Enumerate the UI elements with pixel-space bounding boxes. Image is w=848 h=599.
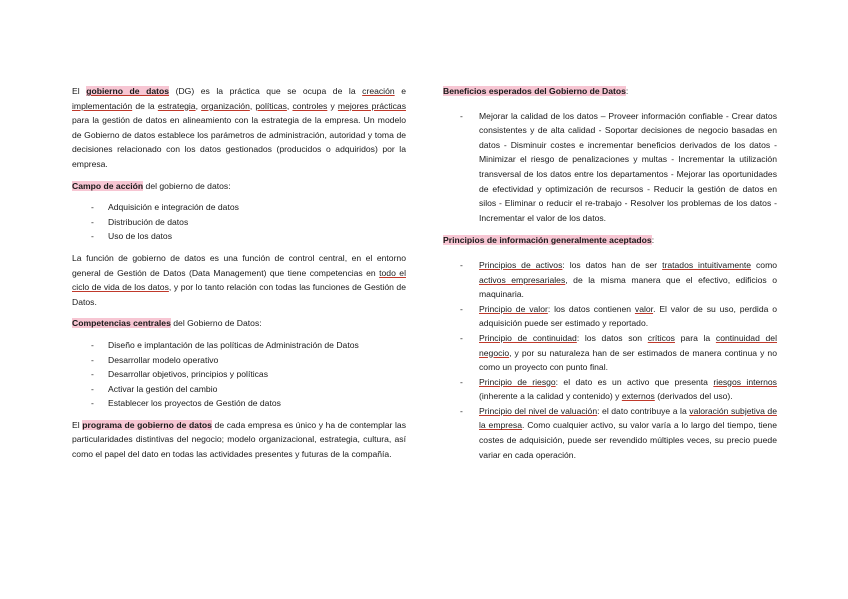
list-item: - Principio de valor: los datos contienen valor. El valor de su uso, perdida o adquisición puede ser estimado y reportado. xyxy=(460,303,778,329)
programa-paragraph: El programa de gobierno de datos de cada empresa es único y ha de contemplar las particularidades distintivas del negocio; modelo organizacional, estrategia, cultura, así como el papel del dato en todas las actividades presentes y futuras de la compañía. xyxy=(72,419,406,460)
list-item: - Establecer los proyectos de Gestión de datos xyxy=(91,398,281,409)
funcion-paragraph: La función de gobierno de datos es una función de control central, en el entorno general de Gestión de Datos (Data Management) que tiene competencias en todo el ciclo de vida de los datos, y por lo tanto relación con todas las funciones de Gestión de Datos. xyxy=(72,252,406,307)
list-item: - Principio de continuidad: los datos son críticos para la continuidad del negocio, y por su naturaleza han de ser estimados de manera continua y no como un proyecto con punto final. xyxy=(460,332,777,373)
left-column xyxy=(72,84,406,462)
principios-list xyxy=(443,258,777,462)
term-programa-gobierno: programa de gobierno de datos xyxy=(82,419,212,430)
right-column xyxy=(443,84,777,462)
campo-accion-list xyxy=(72,200,406,244)
list-item: - Uso de los datos xyxy=(91,231,173,242)
list-item: - Diseño e implantación de las políticas de Administración de Datos xyxy=(91,339,359,350)
list-item: - Adquisición e integración de datos xyxy=(91,202,239,213)
list-item: - Desarrollar modelo operativo xyxy=(91,354,219,365)
competencias-heading: Competencias centrales del Gobierno de Datos: xyxy=(72,318,262,329)
principios-heading: Principios de información generalmente aceptados: xyxy=(443,235,655,246)
list-item: - Distribución de datos xyxy=(91,216,189,227)
list-item: - Activar la gestión del cambio xyxy=(91,383,218,394)
competencias-list xyxy=(72,338,406,411)
beneficios-heading: Beneficios esperados del Gobierno de Datos: xyxy=(443,86,629,96)
beneficios-list xyxy=(443,109,777,226)
term-gobierno-de-datos: gobierno de datos xyxy=(86,86,170,96)
intro-paragraph: El gobierno de datos (DG) es la práctica que se ocupa de la creación e implementación de la estrategia, organización, políticas, controles y mejores prácticas para la gestión de datos en alineamiento con la estrategia de la empresa. Un modelo de Gobierno de datos establece los parámetros de administración, autoridad y toma de decisiones relacionado con los datos gestionados (producidos o adquiridos) por la empresa. xyxy=(72,86,406,169)
campo-accion-heading: Campo de acción del gobierno de datos: xyxy=(72,180,231,191)
list-item: - Principio del nivel de valuación: el dato contribuye a la valoración subjetiva de la empresa. Como cualquier activo, su valor varía a lo largo del tiempo, tiene costes de adquisición, puede ser revendido múltiples veces, su precio puede variar en cada operación. xyxy=(460,405,777,460)
list-item: - Principios de activos: los datos han de ser tratados intuitivamente como activos empresariales, de la misma manera que el efectivo, edificios o maquinaria. xyxy=(460,259,778,300)
list-item: - Principio de riesgo: el dato es un activo que presenta riesgos internos (inherente a la calidad y contenido) y externos (derivados del uso). xyxy=(460,376,777,402)
list-item: - Desarrollar objetivos, principios y políticas xyxy=(91,369,269,380)
list-item: - Mejorar la calidad de los datos – Proveer información confiable - Crear datos consistentes y de alta calidad - Soportar decisiones de negocio basadas en datos - Disminuir costes e incrementar beneficios derivados de los datos - Minimizar el riesgo de penalizaciones y multas - Incrementar la utilización transversal de los datos entre los departamentos - Mejorar las oportunidades de efectividad y optimización de recursos - Reducir la gestión de datos en silos - Eliminar o reducir el re-trabajo - Resolver los problemas de los datos - Incrementar el valor de los datos. xyxy=(460,110,777,223)
